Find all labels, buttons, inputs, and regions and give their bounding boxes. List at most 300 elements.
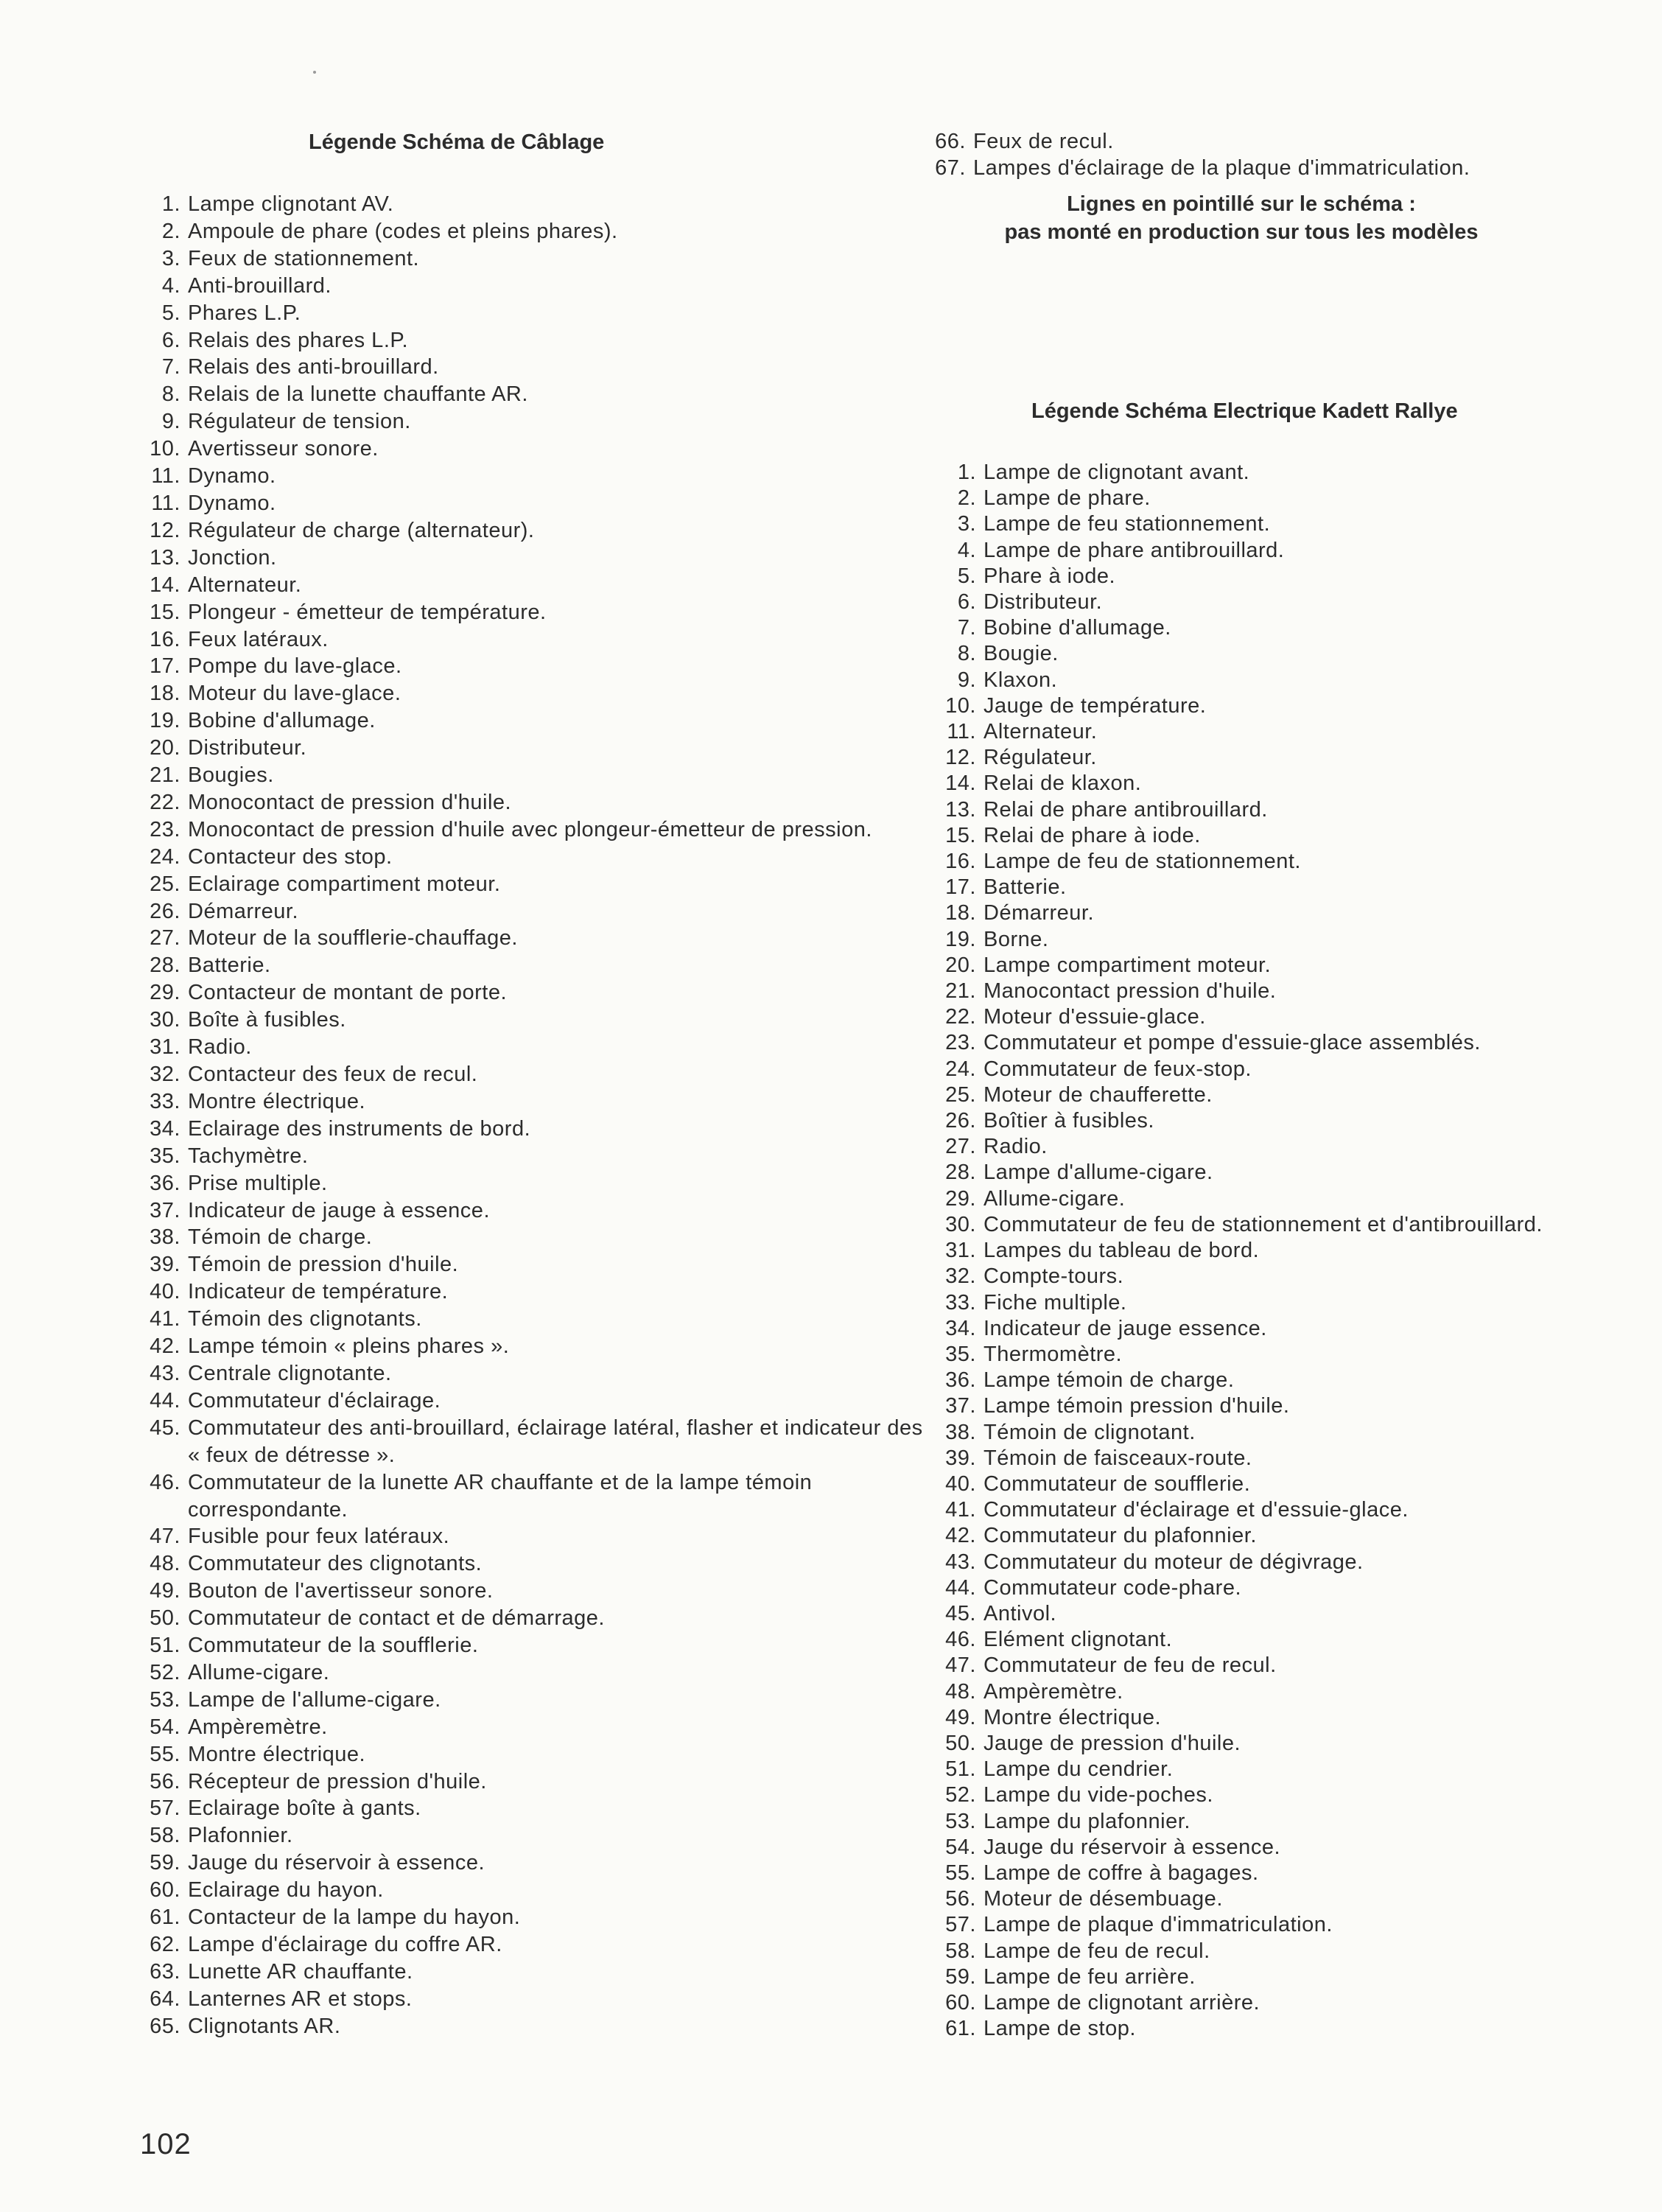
legend-item-number: 15. [945,823,976,847]
legend-item [150,1986,925,2013]
legend-item [945,823,1662,849]
legend-item [957,589,1662,615]
legend-item-number: 32. [150,1063,180,1086]
legend-item-text: Avertisseur sonore. [188,437,379,461]
legend-item-text: Lampe de feu stationnement. [983,512,1271,536]
legend-item-text: Moteur de chaufferette. [983,1082,1213,1107]
legend-item-text: Commutateur de la soufflerie. [188,1634,479,1658]
legend-item-number: 58. [150,1824,180,1848]
legend-item-text: Jauge de pression d'huile. [983,1731,1241,1755]
legend-item-number: 19. [150,709,180,733]
legend-item-number: 43. [945,1550,976,1574]
legend-item-text: Eclairage boîte à gants. [188,1796,421,1821]
legend-item [945,1809,1662,1835]
legend-item-number: 53. [150,1687,180,1712]
legend-item-text: Boîtier à fusibles. [983,1109,1154,1133]
legend-item [945,1886,1662,1912]
legend-item-text: Plafonnier. [188,1824,293,1848]
legend-item-text: Lampe de plaque d'immatriculation. [983,1913,1333,1937]
legend-item-text: Lampe de coffre à bagages. [983,1861,1259,1885]
legend-item-number: 46. [945,1628,976,1652]
legend-item-text: Lampe de feu arrière. [983,1964,1196,1989]
legend-item-number: 38. [150,1225,180,1250]
legend-item-number: 48. [945,1679,976,1704]
legend-item [945,1108,1662,1134]
legend-item [945,875,1662,900]
legend-item [161,245,925,273]
legend-item [150,1632,925,1659]
legend-item-number: 18. [150,682,180,706]
legend-item-text: Régulateur de charge (alternateur). [188,518,535,542]
legend-item-number: 11. [151,464,180,489]
legend-item [945,797,1662,823]
legend-item-text: Montre électrique. [983,1705,1162,1729]
legend-item-text: Commutateur de feu de stationnement et d'antibrouillard. [983,1212,1543,1236]
legend-item-text: Moteur de la soufflerie-chauffage. [188,926,518,951]
legend-item-number: 12. [150,518,180,542]
legend-item-text: Thermomètre. [983,1342,1123,1366]
legend-item-number: 48. [150,1552,180,1576]
legend-item [150,1741,925,1768]
legend-item [150,979,925,1007]
legend-item-text: Commutateur de soufflerie. [983,1471,1251,1496]
legend-item-number: 1. [161,192,180,216]
legend-item-text: Radio. [188,1035,252,1060]
legend-item-text: Bougies. [188,763,274,788]
legend-item [150,1877,925,1904]
legend-item [945,1523,1662,1549]
legend-item-text: Ampèremètre. [188,1715,328,1739]
legend-item-number: 52. [945,1783,976,1807]
legend-item-number: 2. [957,486,976,511]
legend-item-number: 49. [945,1705,976,1729]
legend-item-number: 23. [150,817,180,841]
legend-item-text: Relais de la lunette chauffante AR. [188,382,528,407]
legend-item-number: 61. [945,2017,976,2041]
legend-item-number: 67. [935,156,966,180]
legend-item-text: Lampe témoin de charge. [983,1368,1235,1393]
legend-item [957,538,1662,564]
legend-item-number: 63. [150,1959,180,1984]
legend-item [947,719,1662,745]
legend-item [150,626,925,654]
legend-item-number: 15. [150,600,180,624]
wiring-legend-continued-list [902,128,1662,181]
legend-item [151,490,925,517]
legend-item [945,1057,1662,1082]
legend-item [945,1134,1662,1160]
legend-item-number: 62. [150,1933,180,1956]
legend-item-text: Lampe de stop. [983,2017,1136,2041]
legend-item [150,952,925,979]
legend-item-number: 22. [945,1005,976,1029]
legend-item-text: Fusible pour feux latéraux. [188,1525,450,1549]
legend-item-text: Compte-tours. [983,1264,1124,1289]
legend-item-text: Clignotants AR. [188,2014,341,2038]
legend-item-number: 51. [150,1634,180,1658]
legend-item [150,844,925,871]
legend-item-text: Plongeur - émetteur de température. [188,600,547,624]
legend-item-number: 36. [150,1171,180,1195]
legend-item [150,1959,925,1986]
legend-item-number: 22. [150,790,180,814]
legend-item-number: 39. [945,1446,976,1470]
legend-item-text: Prise multiple. [188,1171,328,1195]
legend-item-text: Témoin des clignotants. [188,1307,422,1331]
legend-item-text: Lampe de phare. [983,486,1151,511]
legend-item-number: 32. [945,1264,976,1289]
legend-item [150,816,925,844]
legend-item [150,1415,925,1469]
legend-item-number: 40. [945,1471,976,1496]
legend-item [150,1659,925,1687]
legend-item-text: Lampe clignotant AV. [188,192,394,216]
legend-item-number: 46. [150,1470,180,1494]
legend-item-number: 49. [150,1579,180,1603]
legend-item [150,653,925,680]
legend-item [945,1990,1662,2016]
legend-item [161,381,925,408]
legend-item-text: Elément clignotant. [983,1628,1173,1652]
legend-item-text: Alternateur. [983,720,1098,744]
legend-item [945,1160,1662,1186]
legend-item-text: Dynamo. [188,491,276,515]
legend-item-number: 14. [945,771,976,796]
legend-item-number: 36. [945,1368,976,1393]
legend-item [150,1170,925,1197]
legend-item-number: 43. [150,1361,180,1385]
legend-item-number: 11. [947,720,976,744]
legend-item-text: Lampe de clignotant avant. [983,461,1250,484]
legend-item [150,2013,925,2040]
legend-item-text: Montre électrique. [188,1742,366,1766]
legend-item-text: Lampe d'allume-cigare. [983,1161,1213,1185]
dotted-lines-note [902,190,1580,246]
legend-item-text: Lampe témoin « pleins phares ». [188,1334,510,1359]
legend-item [150,1931,925,1959]
legend-item-text: Tachymètre. [188,1144,309,1168]
legend-item-number: 45. [945,1601,976,1625]
legend-item [150,1578,925,1605]
legend-item-number: 41. [150,1307,180,1331]
legend-item [161,354,925,381]
legend-item-number: 57. [150,1796,180,1821]
legend-item-number: 17. [945,875,976,900]
legend-item [945,1861,1662,1886]
legend-item-text: Antivol. [983,1601,1057,1625]
legend-item-text: Lampe de feu de recul. [983,1939,1210,1963]
legend-item-text: Lampe de clignotant arrière. [983,1990,1260,2015]
legend-item [150,735,925,762]
legend-item [945,1550,1662,1575]
legend-item-text: Ampoule de phare (codes et pleins phares). [188,219,618,243]
legend-item-text: Indicateur de température. [188,1280,449,1304]
legend-item-number: 23. [945,1031,976,1055]
legend-item-text: Contacteur des feux de recul. [188,1063,478,1086]
legend-item [945,1316,1662,1342]
legend-item [150,1278,925,1306]
legend-item-text: Feux de recul. [973,130,1114,153]
legend-item-number: 19. [945,927,976,951]
legend-item-text: Jonction. [188,545,277,570]
legend-item [945,1238,1662,1264]
legend-item [150,1550,925,1578]
legend-item [945,849,1662,875]
legend-item-number: 4. [161,273,180,298]
legend-item-text: Montre électrique. [188,1089,366,1113]
legend-item-text: Commutateur d'éclairage. [188,1388,441,1413]
legend-item-number: 18. [945,901,976,925]
legend-item [945,1004,1662,1030]
legend-item [957,615,1662,641]
legend-item [150,1605,925,1632]
legend-item-text: Lanternes AR et stops. [188,1987,413,2011]
legend-item-number: 4. [957,538,976,562]
legend-item-number: 8. [957,642,976,666]
legend-item-number: 34. [150,1116,180,1141]
legend-item [945,1264,1662,1289]
legend-item-text: Allume-cigare. [983,1186,1126,1211]
legend-item-number: 6. [161,328,180,352]
legend-item-text: Relais des anti-brouillard. [188,355,439,379]
legend-item-text: Centrale clignotante. [188,1361,392,1385]
legend-item-text: Commutateur de feu de recul. [983,1653,1277,1678]
legend-item-number: 64. [150,1987,180,2011]
legend-item-text: Lunette AR chauffante. [188,1959,413,1984]
legend-item [161,191,925,218]
legend-item-text: Lampe témoin pression d'huile. [983,1394,1290,1418]
legend-item [150,680,925,707]
legend-item-number: 29. [945,1186,976,1211]
legend-item-number: 66. [935,130,966,153]
legend-item [945,927,1662,953]
legend-item-text: Lampes d'éclairage de la plaque d'immatriculation. [973,156,1470,180]
legend-item-number: 5. [161,301,180,325]
legend-item-number: 37. [945,1394,976,1418]
legend-item-text: Feux de stationnement. [188,246,420,270]
legend-item-number: 10. [150,437,180,461]
legend-item-text: Fiche multiple. [983,1290,1127,1315]
legend-item [945,1705,1662,1731]
legend-item [150,1523,925,1550]
legend-item-number: 9. [161,410,180,434]
legend-item-number: 9. [957,668,976,692]
legend-item-text: Témoin de charge. [188,1225,373,1250]
legend-item-text: Monocontact de pression d'huile. [188,790,512,814]
legend-item-number: 25. [945,1082,976,1107]
legend-item-number: 40. [150,1280,180,1304]
legend-item-number: 59. [150,1851,180,1875]
legend-item [150,1088,925,1116]
legend-item-number: 60. [945,1990,976,2015]
legend-item [150,1251,925,1278]
legend-item-number: 65. [150,2014,180,2038]
legend-item-text: Lampes du tableau de bord. [983,1239,1260,1263]
legend-item [945,953,1662,979]
legend-item-text: Témoin de pression d'huile. [188,1253,459,1277]
legend-item [150,1687,925,1714]
legend-item [945,745,1662,771]
legend-item-number: 12. [945,746,976,770]
legend-item-number: 2. [161,219,180,243]
legend-item-number: 17. [150,654,180,679]
legend-item-number: 55. [150,1742,180,1766]
legend-item [150,1333,925,1360]
legend-item-number: 56. [150,1769,180,1793]
legend-item [945,1731,1662,1757]
legend-item-number: 39. [150,1253,180,1277]
legend-item [150,545,925,572]
legend-item-text: Jauge du réservoir à essence. [983,1835,1280,1859]
legend-item [945,1575,1662,1601]
legend-item-text: Bobine d'allumage. [983,616,1171,640]
legend-item-text: Relai de klaxon. [983,771,1142,796]
legend-item-number: 59. [945,1964,976,1989]
legend-item-number: 14. [150,573,180,597]
legend-item [945,1393,1662,1419]
legend-item-number: 3. [161,246,180,270]
legend-item [161,408,925,435]
legend-item-text: Lampe compartiment moteur. [983,953,1272,977]
legend-item-number: 25. [150,872,180,896]
legend-item-number: 7. [161,355,180,379]
legend-item [150,1034,925,1061]
legend-item [150,1197,925,1225]
legend-item-text: Anti-brouillard. [188,273,332,298]
legend-item [161,273,925,300]
legend-item [945,1342,1662,1368]
legend-item-number: 16. [945,850,976,874]
legend-item-number: 45. [150,1415,180,1440]
legend-item [935,128,1662,155]
legend-item-text: Contacteur de montant de porte. [188,981,508,1005]
legend-item [945,1679,1662,1705]
legend-item-text: Moteur d'essuie-glace. [983,1005,1206,1029]
legend-item-text: Contacteur de la lampe du hayon. [188,1905,521,1930]
legend-item-text: Pompe du lave-glace. [188,654,402,679]
legend-item [957,486,1662,511]
legend-item-number: 11. [151,491,180,515]
legend-item-number: 34. [945,1316,976,1340]
legend-item-text: Klaxon. [983,668,1058,692]
legend-item [945,2016,1662,2042]
legend-item [945,979,1662,1004]
legend-item-number: 10. [945,693,976,718]
legend-item [945,1912,1662,1938]
legend-item-number: 3. [957,512,976,536]
legend-item-text: Alternateur. [188,573,302,597]
legend-item [945,1420,1662,1446]
legend-item-text: Lampe de feu de stationnement. [983,850,1301,874]
legend-item-text: Régulateur. [983,746,1097,770]
legend-item-text: Manocontact pression d'huile. [983,979,1277,1004]
legend-item-text: Témoin de clignotant. [983,1420,1196,1444]
legend-item [150,1849,925,1877]
legend-item-number: 26. [945,1109,976,1133]
legend-item-number: 20. [945,953,976,977]
legend-item-number: 20. [150,736,180,760]
legend-item-number: 44. [945,1575,976,1600]
legend-item [150,925,925,952]
legend-item [945,1627,1662,1653]
legend-item [161,300,925,327]
legend-item-text: Radio. [983,1135,1048,1159]
legend-item-text: Relai de phare à iode. [983,823,1201,847]
legend-item-text: Moteur de désembuage. [983,1887,1223,1911]
legend-item [945,900,1662,926]
legend-item [945,1601,1662,1627]
legend-item-number: 21. [945,979,976,1004]
legend-item [150,1904,925,1931]
note-line-1: Lignes en pointillé sur le schéma : [1067,192,1416,216]
note-line-2: pas monté en production sur tous les modèles [1004,220,1479,244]
legend-item [150,1795,925,1822]
legend-item [150,898,925,925]
legend-item-number: 50. [150,1606,180,1631]
legend-item [957,564,1662,589]
legend-item-text: Bouton de l'avertisseur sonore. [188,1579,494,1603]
legend-item-number: 13. [945,797,976,822]
legend-item [957,641,1662,667]
legend-item [945,1757,1662,1782]
legend-item-number: 58. [945,1939,976,1963]
legend-item-text: Lampe du cendrier. [983,1757,1174,1782]
legend-item [150,1116,925,1143]
legend-item [945,1835,1662,1861]
legend-item-number: 56. [945,1887,976,1911]
legend-item-number: 27. [945,1135,976,1159]
legend-item [945,1964,1662,1990]
legend-item [150,1387,925,1415]
legend-item [945,1653,1662,1679]
legend-item [945,1212,1662,1238]
legend-item [151,463,925,490]
legend-item [957,460,1662,486]
legend-item-number: 38. [945,1420,976,1444]
legend-item-text: Commutateur de la lunette AR chauffante et de la lampe témoin correspondante. [188,1470,813,1522]
legend-item [150,1360,925,1387]
legend-item-text: Batterie. [983,875,1067,900]
legend-item-text: Lampe du vide-poches. [983,1783,1213,1807]
legend-item-text: Batterie. [188,953,271,978]
wiring-legend-list [133,191,925,2040]
legend-item [150,572,925,599]
legend-item-text: Relai de phare antibrouillard. [983,797,1268,822]
legend-item-text: Commutateur du plafonnier. [983,1524,1257,1548]
legend-item [150,1143,925,1170]
legend-item-number: 28. [945,1161,976,1185]
legend-item-number: 54. [945,1835,976,1859]
legend-item-text: Phares L.P. [188,301,301,325]
legend-item [150,762,925,789]
legend-item-text: Commutateur des anti-brouillard, éclairage latéral, flasher et indicateur des « feux de détresse ». [188,1415,923,1467]
legend-item-number: 44. [150,1388,180,1413]
electrical-legend-list [902,460,1662,2042]
legend-item [150,1306,925,1333]
left-title: Légende Schéma de Câblage [309,130,605,154]
legend-item-text: Jauge du réservoir à essence. [188,1851,485,1875]
legend-item [935,155,1662,181]
legend-item-text: Indicateur de jauge essence. [983,1316,1267,1340]
legend-item [945,1030,1662,1056]
legend-item-text: Régulateur de tension. [188,410,411,434]
legend-item [150,599,925,626]
legend-item-text: Commutateur de feux-stop. [983,1057,1252,1081]
legend-item [150,1714,925,1741]
legend-item [150,517,925,545]
page-number: 102 [140,2128,192,2160]
legend-item-number: 41. [945,1498,976,1522]
